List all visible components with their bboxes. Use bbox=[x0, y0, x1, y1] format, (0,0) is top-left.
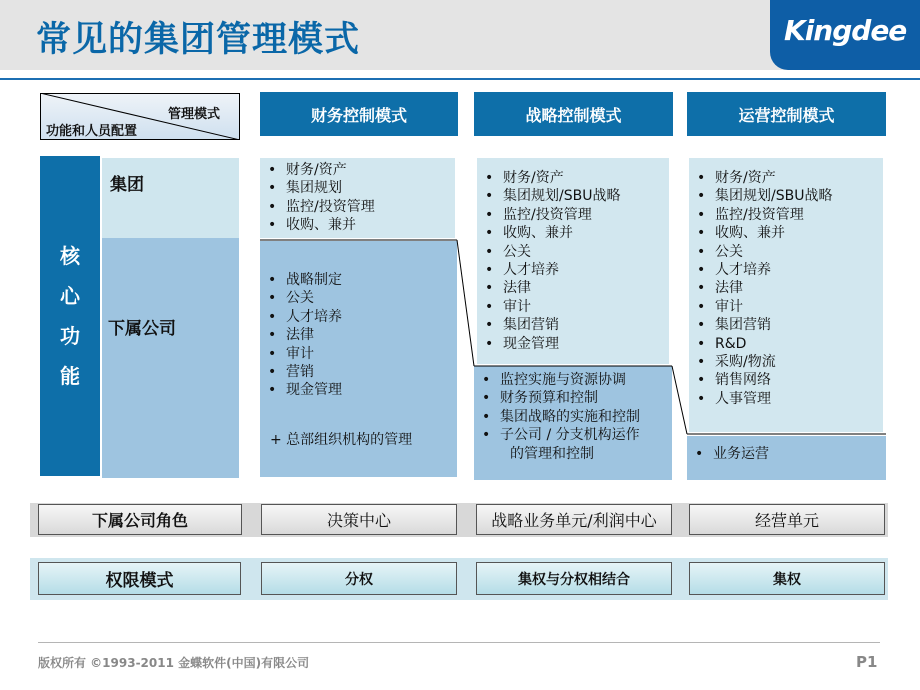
list-item: • 集团规划 bbox=[260, 179, 455, 197]
divider-connector-1 bbox=[457, 240, 474, 366]
corner-label-function: 功能和人员配置 bbox=[46, 124, 138, 139]
list-item: • 财务/资产 bbox=[260, 161, 455, 179]
group-row-label: 集团 bbox=[102, 158, 239, 238]
list-item: • 审计 bbox=[689, 298, 883, 316]
org-management-note: + 总部组织机构的管理 bbox=[270, 431, 413, 448]
authority-row-label: 权限模式 bbox=[38, 562, 241, 595]
role-finance: 决策中心 bbox=[261, 504, 457, 535]
footer-divider bbox=[38, 642, 880, 643]
list-item: • 收购、兼并 bbox=[689, 224, 883, 242]
core-char: 功 bbox=[60, 324, 80, 348]
list-item: • 监控/投资管理 bbox=[477, 206, 669, 224]
list-item: • 集团营销 bbox=[477, 316, 669, 334]
list-item: • 法律 bbox=[260, 326, 457, 344]
role-row-label: 下属公司角色 bbox=[38, 504, 242, 535]
authority-operations: 集权 bbox=[689, 562, 885, 595]
list-item: • 财务/资产 bbox=[477, 169, 669, 187]
list-item: • 现金管理 bbox=[477, 335, 669, 353]
core-char: 心 bbox=[60, 284, 80, 308]
list-item: • 公关 bbox=[260, 289, 457, 307]
subsidiary-row-label: 下属公司 bbox=[102, 238, 239, 478]
list-item: • R&D bbox=[689, 335, 883, 353]
list-item: • 收购、兼并 bbox=[477, 224, 669, 242]
list-item: • 法律 bbox=[477, 279, 669, 297]
list-item: • 收购、兼并 bbox=[260, 216, 455, 234]
logo-text: Kingdee bbox=[784, 14, 907, 47]
list-item: • 营销 bbox=[260, 363, 457, 381]
list-item: • 监控/投资管理 bbox=[689, 206, 883, 224]
authority-strategy: 集权与分权相结合 bbox=[476, 562, 672, 595]
list-item: • 人才培养 bbox=[689, 261, 883, 279]
core-char: 核 bbox=[60, 244, 80, 268]
list-item: • 审计 bbox=[477, 298, 669, 316]
list-item: • 人才培养 bbox=[477, 261, 669, 279]
list-item: • 业务运营 bbox=[687, 445, 886, 463]
column-header-strategy: 战略控制模式 bbox=[474, 92, 673, 136]
list-item: • 集团营销 bbox=[689, 316, 883, 334]
list-item: • 子公司 / 分支机构运作 bbox=[474, 426, 672, 444]
list-item: • 人才培养 bbox=[260, 308, 457, 326]
list-item: • 财务预算和控制 bbox=[474, 389, 672, 407]
list-item: • 审计 bbox=[260, 345, 457, 363]
list-item: • 集团战略的实施和控制 bbox=[474, 408, 672, 426]
copyright-text: 版权所有 ©1993-2011 金蝶软件(中国)有限公司 bbox=[38, 656, 310, 670]
list-item: • 公关 bbox=[689, 243, 883, 261]
list-item: • 监控实施与资源协调 bbox=[474, 371, 672, 389]
role-operations: 经营单元 bbox=[689, 504, 885, 535]
list-item: • 人事管理 bbox=[689, 390, 883, 408]
list-item: • 采购/物流 bbox=[689, 353, 883, 371]
list-item: • 销售网络 bbox=[689, 371, 883, 389]
list-item: • 战略制定 bbox=[260, 271, 457, 289]
column-header-operations: 运营控制模式 bbox=[687, 92, 886, 136]
page-number: P1 bbox=[856, 653, 878, 671]
corner-label-mode: 管理模式 bbox=[168, 107, 221, 122]
list-item: • 财务/资产 bbox=[689, 169, 883, 187]
core-char: 能 bbox=[60, 364, 80, 388]
role-strategy: 战略业务单元/利润中心 bbox=[476, 504, 672, 535]
list-item-continuation: 的管理和控制 bbox=[510, 445, 594, 462]
authority-finance: 分权 bbox=[261, 562, 457, 595]
list-item: • 公关 bbox=[477, 243, 669, 261]
column-header-finance: 财务控制模式 bbox=[260, 92, 458, 136]
list-item: • 集团规划/SBU战略 bbox=[689, 187, 883, 205]
page-title: 常见的集团管理模式 bbox=[36, 20, 361, 60]
list-item: • 集团规划/SBU战略 bbox=[477, 187, 669, 205]
list-item: • 法律 bbox=[689, 279, 883, 297]
divider-connector-2 bbox=[672, 366, 687, 434]
list-item: • 现金管理 bbox=[260, 381, 457, 399]
list-item: • 监控/投资管理 bbox=[260, 198, 455, 216]
